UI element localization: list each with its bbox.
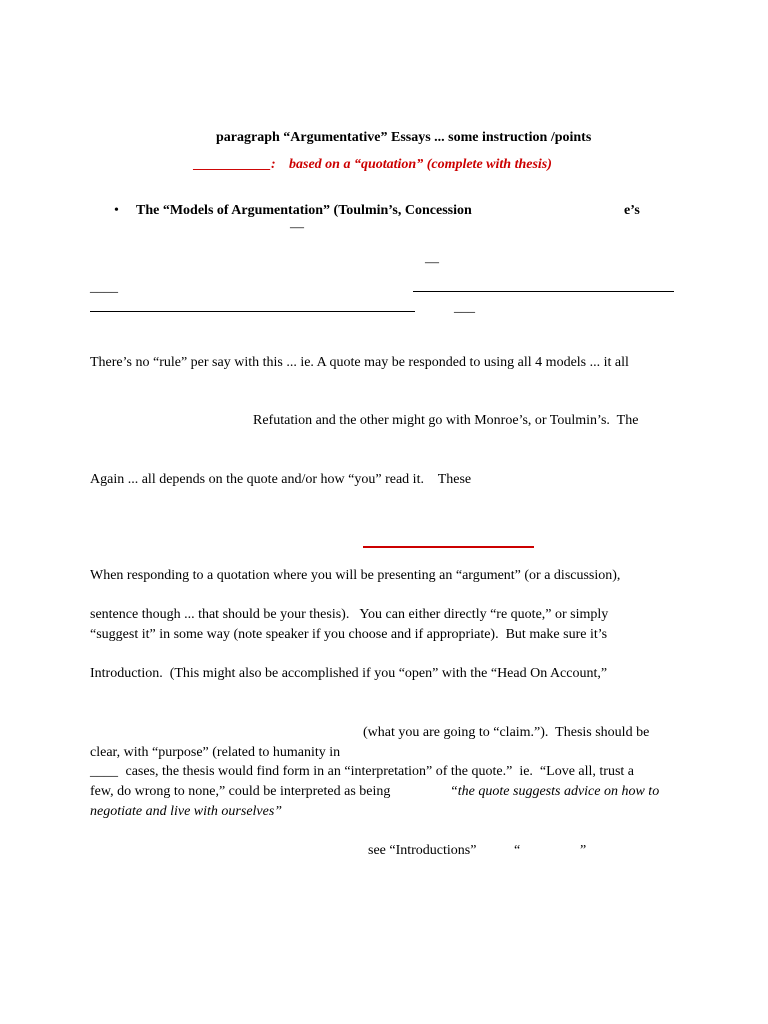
paragraph-7-line-4: few, do wrong to none,” could be interpreted as being — [90, 784, 391, 799]
em-dash-2: — — [425, 255, 439, 270]
paragraph-7-italic-1: “the quote suggests advice on how to — [450, 784, 660, 799]
underline-rule-1 — [413, 291, 674, 292]
short-blank-1: ____ — [90, 280, 118, 295]
paragraph-5-line-1: sentence though ... that should be your thesis). You can either directly “re quote,” or simply — [90, 607, 609, 622]
subtitle-text: based on a “quotation” (complete with thesis) — [282, 157, 552, 172]
paragraph-7-blank: ____ — [90, 764, 118, 779]
bullet-suffix: e’s — [624, 203, 640, 218]
paragraph-1: There’s no “rule” per say with this ... ie. A quote may be responded to using all 4 models ... it all — [90, 355, 629, 370]
short-blank-2: ___ — [454, 300, 475, 315]
document-title: paragraph “Argumentative” Essays ... some instruction /points — [216, 130, 592, 145]
paragraph-7-italic-2: negotiate and live with ourselves” — [90, 804, 283, 819]
paragraph-7-line-1: (what you are going to “claim.”). Thesis should be — [363, 725, 650, 740]
open-quote: “ — [514, 843, 521, 858]
underline-rule-2 — [90, 311, 415, 312]
paragraph-2: Refutation and the other might go with Monroe’s, or Toulmin’s. The — [253, 413, 639, 428]
paragraph-5-line-2: “suggest it” in some way (note speaker if you choose and if appropriate). But make sure it’s — [90, 627, 608, 642]
bullet-text: The “Models of Argumentation” (Toulmin’s, Concession — [136, 203, 472, 218]
paragraph-7-line-2: clear, with “purpose” (related to humanity in — [90, 745, 341, 760]
paragraph-6: Introduction. (This might also be accomplished if you “open” with the “Head On Account,” — [90, 666, 608, 681]
paragraph-3: Again ... all depends on the quote and/or how “you” read it. These — [90, 472, 472, 487]
subtitle-blank: ___________: — [194, 157, 276, 172]
paragraph-7-line-3: cases, the thesis would find form in an “interpretation” of the quote.” ie. “Love all, trust a — [122, 764, 635, 779]
paragraph-8: see “Introductions” — [368, 843, 477, 858]
em-dash-1: — — [290, 220, 304, 235]
red-underline — [363, 546, 534, 548]
paragraph-4: When responding to a quotation where you will be presenting an “argument” (or a discussion), — [90, 568, 621, 583]
close-quote: ” — [580, 843, 587, 858]
bullet-icon: • — [114, 203, 119, 218]
